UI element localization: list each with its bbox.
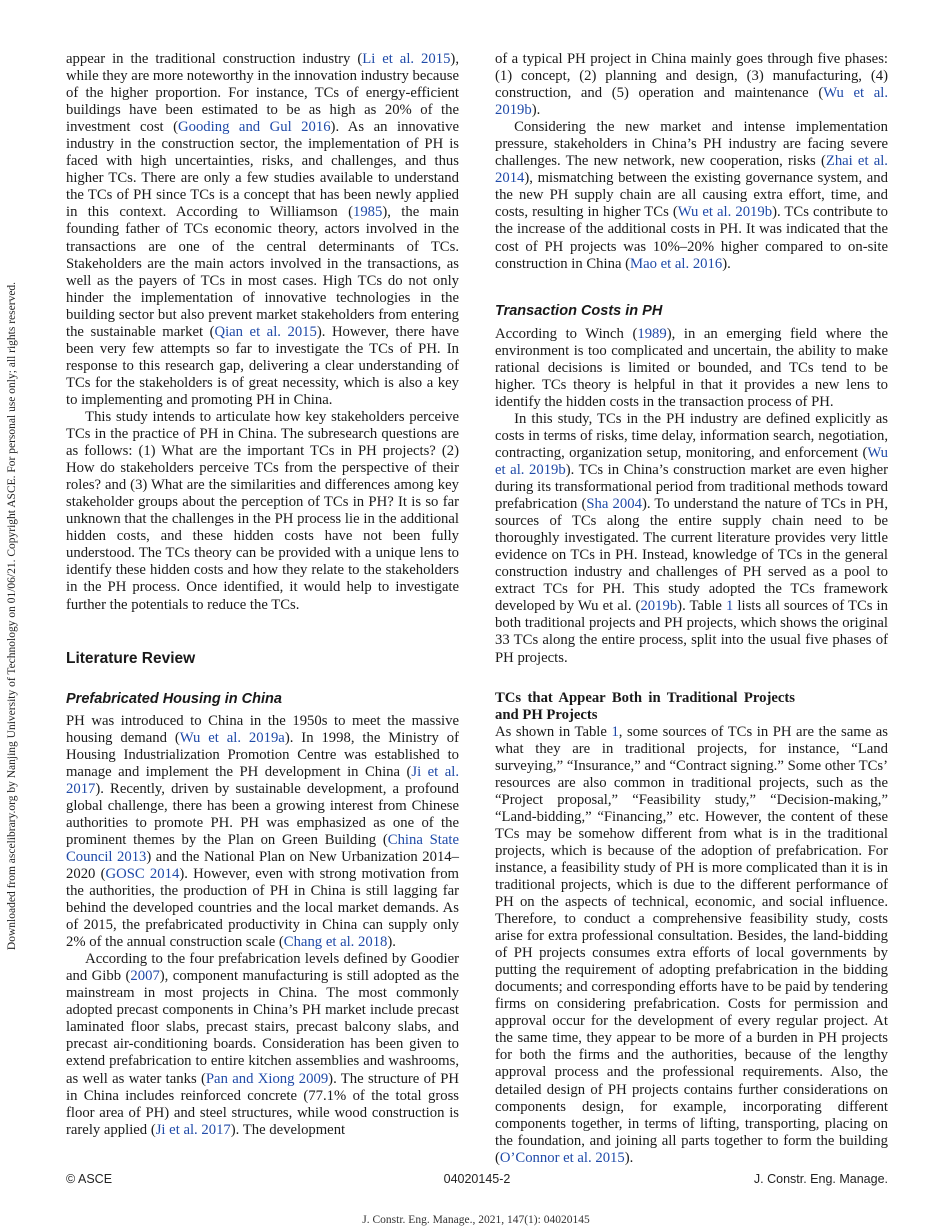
journal-name: J. Constr. Eng. Manage. <box>753 1172 888 1186</box>
reference-link[interactable]: Li et al. 2015 <box>362 51 451 67</box>
reference-link[interactable]: Wu et al. 2019b <box>495 85 888 119</box>
table-link[interactable]: 1 <box>726 598 734 615</box>
reference-link[interactable]: Sha 2004 <box>586 496 642 513</box>
citation-line: J. Constr. Eng. Manage., 2021, 147(1): 04020145 <box>362 1214 590 1226</box>
reference-link[interactable]: Wu et al. 2019b <box>495 444 888 478</box>
reference-link[interactable]: Mao et al. 2016 <box>630 255 723 272</box>
reference-link[interactable]: Ji et al. 2017 <box>155 1121 231 1138</box>
reference-link[interactable]: Wu et al. 2019b <box>677 204 773 221</box>
paragraph: appear in the traditional construction industry (Li et al. 2015), while they are more noteworthy in the innovation industry because of the higher proportion. For instance, TCs of energy-efficient buildings have been estimated to be as high as 20% of the investment cost (Gooding and Gul 2016). As an innovative industry in the construction sector, the implementation of PH is faced with high uncertainties, risks, and challenges, and thus higher TCs. There are only a few studies available to understand the TCs of PH since TCs is a concept that has been newly applied in this context. According to Williamson (1985), the main founding father of TCs economic theory, actors involved in the transactions are one of the central determinants of TCs. Stakeholders are the main actors involved in the transactions, as well as the payers of TCs in most cases. High TCs do not only hinder the implementation of innovative technologies in the building sector but also prevent market stakeholders from entering the sustainable market (Qian et al. 2015). However, there have been very few attempts so far to investigate the TCs of PH. In response to this research gap, delivering a clear understanding of TCs for the stakeholders is of great necessity, which is also a key to implementing and promoting PH in China. <box>66 51 460 408</box>
reference-link[interactable]: Wu et al. 2019a <box>179 729 285 746</box>
table-link[interactable]: 1 <box>611 723 619 740</box>
page-footer <box>66 1172 888 1190</box>
paragraph: According to Winch (1989), in an emerging field where the environment is too complicated and uncertain, the ability to make rational decisions is limited or bounded, and TCs tend to be higher. TCs theory is helpful in that it provides a new lens to identify the hidden costs in the transaction process of PH. <box>495 325 888 410</box>
reference-link[interactable]: 2019b <box>640 598 678 615</box>
paragraph: This study intends to articulate how key stakeholders perceive TCs in the practice of PH in China. The subresearch questions are as follows: (1) What are the important TCs in PH projects? (2) How do stakeholders perceive TCs from the perspective of their roles? and (3) What are the similarities and differences among key stakeholder groups about the perception of TCs in PH? It is so far unknown that the challenges in the PH process lie in the additional hidden costs, and these hidden costs have not been fully understood. The TCs theory can be provided with a unique lens to identify these hidden costs and how they relate to the stakeholders in the PH process. Once identified, it would help to investigate further the potentials to reduce the TCs. <box>66 408 459 613</box>
paragraph: According to the four prefabrication levels defined by Goodier and Gibb (2007), component manufacturing is still adopted as the mainstream in most projects in China. The most commonly adopted precast components in China’s PH market include precast laminated floor slabs, precast stairs, precast balcony slabs, and precast air-conditioning boards. Consideration has been given to extend prefabrication to entire kitchen assemblies and washrooms, as well as water tanks (Pan and Xiong 2009). The structure of PH in China includes reinforced concrete (77.1% of the total gross floor area of PH) and steel structures, while wood construction is rarely applied (Ji et al. 2017). The development <box>66 951 459 1138</box>
subsubsection-heading-tcs-both: TCs that Appear Both in Traditional Projects and PH Projects <box>495 689 795 723</box>
reference-link[interactable]: 1985 <box>352 204 383 221</box>
section-heading-literature-review: Literature Review <box>66 649 196 667</box>
reference-link[interactable]: Ji et al. 2017 <box>66 763 460 797</box>
download-notice-text: Downloaded from ascelibrary.org by Nanjing University of Technology on 01/06/21. Copyright ASCE. For personal use only; all rights reserved. <box>6 281 18 951</box>
reference-link[interactable]: Qian et al. 2015 <box>214 323 317 340</box>
paragraph: As shown in Table 1, some sources of TCs in PH are the same as what they are in traditional projects, for instance, “Land surveying,” “Insurance,” and “Contract signing.” Some other TCs’ resources are also common in traditional projects, such as the “Project proposal,” “Feasibility study,” “Decision-making,” “Land-bidding,” “Financing,” etc. However, the content of these TCs may be somehow different from what is in the traditional projects, which is because of the adoption of prefabrication. For instance, a feasibility study of PH is more complicated than it is in traditional projects, which is due to the different performance of PH on the aspects of technical, economic, and social influence. Therefore, to conduct a comprehensive feasibility study, costs arise for extra professional consultation. Besides, the land-bidding of PH projects consumes extra efforts of local governments by putting the requirement of adopting prefabrication in the bidding documents; and corresponding efforts have to be paid by tendering firms on considering prefabrication. Costs for permission and approval occur for the development of every regular project. At the same time, they appear to be more of a burden in PH projects for both the firms and the authorities, because of the lengthy approval process and the professional requirements. Also, the detailed design of PH projects contains further considerations on components design, for example, incorporating different components together, in terms of lifting, transporting, placing on the foundation, and joining all parts together to form the building (O’Connor et al. 2015). <box>495 723 888 1166</box>
reference-link[interactable]: China State Council 2013 <box>66 831 460 865</box>
reference-link[interactable]: 2007 <box>130 968 160 985</box>
reference-link[interactable]: Chang et al. 2018 <box>283 934 388 951</box>
subsection-heading-prefabricated-housing: Prefabricated Housing in China <box>66 690 282 707</box>
paragraph: PH was introduced to China in the 1950s to meet the massive housing demand (Wu et al. 2019a). In 1998, the Ministry of Housing Industrialization Promotion Centre was established to manage and implement the PH development in China (Ji et al. 2017). Recently, driven by sustainable development, a profound global challenge, there has been a growing interest from Chinese authorities to promote PH. PH was emphasized as one of the prominent themes by the Plan on Green Building (China State Council 2013) and the National Plan on New Urbanization 2014–2020 (GOSC 2014). However, even with strong motivation from the authorities, the production of PH in China is still lagging far behind the developed countries and the local market demands. As of 2015, the prefabricated productivity in China can supply only 2% of the annual construction scale (Chang et al. 2018). <box>66 712 460 951</box>
reference-link[interactable]: Pan and Xiong 2009 <box>205 1070 329 1087</box>
reference-link[interactable]: 1989 <box>637 325 667 342</box>
reference-link[interactable]: Gooding and Gul 2016 <box>178 119 331 136</box>
copyright-label: © ASCE <box>66 1172 113 1186</box>
right-column <box>495 51 888 1167</box>
paragraph: of a typical PH project in China mainly goes through five phases: (1) concept, (2) planning and design, (3) manufacturing, (4) construction, and (5) operation and maintenance (Wu et al. 2019b). <box>495 51 888 119</box>
reference-link[interactable]: Zhai et al. 2014 <box>495 153 888 187</box>
reference-link[interactable]: GOSC 2014 <box>105 865 180 882</box>
reference-link[interactable]: O’Connor et al. 2015 <box>499 1149 625 1166</box>
paragraph: Considering the new market and intense implementation pressure, stakeholders in China’s PH industry are facing severe challenges. The new network, new cooperation, risks (Zhai et al. 2014), mismatching between the existing governance system, and the new PH supply chain are all causing extra effort, time, and costs, resulting in higher TCs (Wu et al. 2019b). TCs contribute to the increase of the additional costs in PH. It was indicated that the cost of PH projects was 10%–20% higher compared to on-site construction in China (Mao et al. 2016). <box>495 119 888 272</box>
subsection-heading-transaction-costs: Transaction Costs in PH <box>495 302 663 319</box>
paragraph: In this study, TCs in the PH industry are defined explicitly as costs in terms of risks, time delay, information search, negotiation, contracting, organization setup, monitoring, and enforcement (Wu et al. 2019b). TCs in China’s construction market are even higher during its transformational period from traditional methods toward prefabrication (Sha 2004). To understand the nature of TCs in PH, sources of TCs along the entire supply chain need to be thoroughly investigated. The current literature provides very little evidence on TCs in PH. Instead, knowledge of TCs in the general construction industry and challenges of PH served as a pool to extract TCs for PH. This study adopted the TCs framework developed by Wu et al. (2019b). Table 1 lists all sources of TCs in both traditional projects and PH projects, which shows the original 33 TCs along the entire process, split into the usual five phases of PH projects. <box>495 410 888 666</box>
left-column <box>66 51 459 1139</box>
page-number: 04020145-2 <box>443 1172 511 1186</box>
